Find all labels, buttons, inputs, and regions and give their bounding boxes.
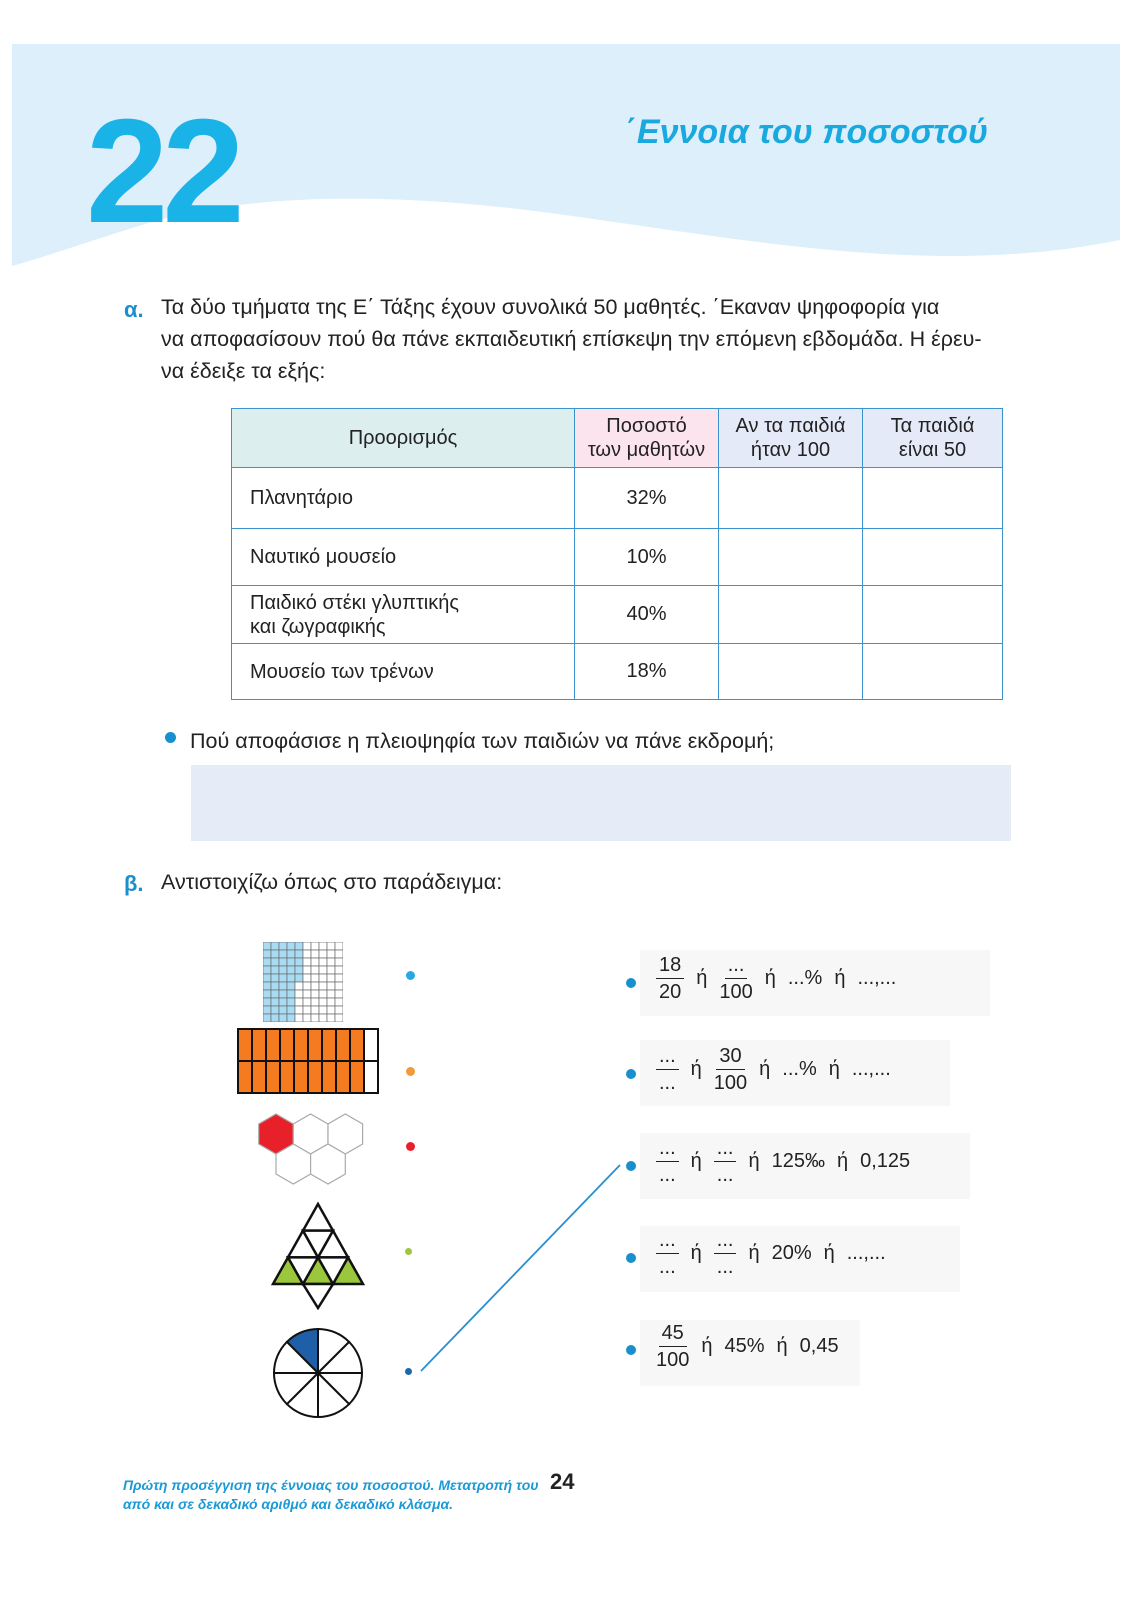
- intro-line: να έδειξε τα εξής:: [161, 359, 326, 383]
- grid-cell: [311, 958, 319, 966]
- match-dot-left[interactable]: [406, 1067, 415, 1076]
- grid-cell: [263, 966, 271, 974]
- grid-cell: [279, 990, 287, 998]
- grid-cell: [327, 1006, 335, 1014]
- grid-cell: [303, 998, 311, 1006]
- triangle-cell: [303, 1284, 333, 1308]
- header-destination: Προορισμός: [232, 409, 575, 468]
- grid-cell: [327, 998, 335, 1006]
- answer-cell-100[interactable]: [719, 529, 863, 586]
- grid-cell: [263, 958, 271, 966]
- grid-cell: [311, 990, 319, 998]
- grid-cell: [295, 958, 303, 966]
- grid-cell: [271, 982, 279, 990]
- destination-percent: 40%: [575, 586, 719, 644]
- grid-cell: [263, 950, 271, 958]
- bar-cell: [308, 1061, 322, 1093]
- grid-cell: [287, 958, 295, 966]
- destination-name: Ναυτικό μουσείο: [232, 529, 575, 586]
- fraction: $\frac{...}{...}$: [714, 1227, 737, 1280]
- grid-cell: [311, 982, 319, 990]
- section-a-intro: [161, 291, 982, 387]
- bar-cell: [364, 1029, 378, 1061]
- grid-cell: [303, 942, 311, 950]
- grid-cell: [335, 1014, 343, 1022]
- answer-cell-100[interactable]: [719, 644, 863, 700]
- hexagons-figure: [256, 1112, 374, 1194]
- answer-cell-50[interactable]: [863, 644, 1003, 700]
- grid-cell: [319, 1014, 327, 1022]
- grid-cell: [279, 950, 287, 958]
- grid-cell: [295, 998, 303, 1006]
- grid-cell: [279, 966, 287, 974]
- match-dot-left[interactable]: [405, 1368, 412, 1375]
- bar-cell: [252, 1061, 266, 1093]
- grid-cell: [287, 990, 295, 998]
- bar-cell: [280, 1061, 294, 1093]
- fraction: $\frac{18}{20}$: [656, 952, 684, 1005]
- section-a-letter: α.: [124, 297, 144, 322]
- grid-cell: [263, 1014, 271, 1022]
- intro-line: να αποφασίσουν πού θα πάνε εκπαιδευτική επίσκεψη την επόμενη εβδομάδα. Η έρευ-: [161, 327, 982, 351]
- answer-box[interactable]: [191, 765, 1011, 841]
- grid-cell: [271, 1014, 279, 1022]
- grid-cell: [335, 958, 343, 966]
- expression-row: $\frac{...}{...}$ ή $\frac{...}{...}$ ή 125‰ ή 0,125: [656, 1135, 910, 1188]
- grid-cell: [327, 974, 335, 982]
- table-row: [232, 468, 1003, 529]
- grid-cell: [263, 990, 271, 998]
- grid-cell: [327, 966, 335, 974]
- grid-cell: [311, 1014, 319, 1022]
- grid-cell: [327, 1014, 335, 1022]
- match-dot-left[interactable]: [406, 1142, 415, 1151]
- grid-cell: [311, 966, 319, 974]
- grid-cell: [311, 998, 319, 1006]
- grid-cell: [295, 1006, 303, 1014]
- bar-cell: [322, 1029, 336, 1061]
- grid-cell: [327, 982, 335, 990]
- answer-cell-50[interactable]: [863, 529, 1003, 586]
- answer-cell-100[interactable]: [719, 468, 863, 529]
- grid-cell: [295, 974, 303, 982]
- grid-cell: [319, 958, 327, 966]
- grid-cell: [303, 1006, 311, 1014]
- grid-cell: [263, 942, 271, 950]
- header-are-50: Τα παιδιά είναι 50: [863, 409, 1003, 468]
- grid-cell: [287, 974, 295, 982]
- bar-cell: [350, 1029, 364, 1061]
- match-dot-left[interactable]: [405, 1248, 412, 1255]
- grid-cell: [303, 974, 311, 982]
- bar-cell: [364, 1061, 378, 1093]
- destination-name: Πλανητάριο: [232, 468, 575, 529]
- bar-cell: [294, 1029, 308, 1061]
- grid-cell: [271, 958, 279, 966]
- page-number: 24: [550, 1469, 575, 1494]
- table-row: [232, 644, 1003, 700]
- grid-cell: [279, 958, 287, 966]
- grid-cell: [303, 990, 311, 998]
- answer-cell-50[interactable]: [863, 586, 1003, 644]
- fraction: $\frac{...}{...}$: [714, 1135, 737, 1188]
- bar-cell: [350, 1061, 364, 1093]
- grid-cell: [279, 942, 287, 950]
- grid-cell: [287, 942, 295, 950]
- grid-cell: [327, 958, 335, 966]
- match-dot-right[interactable]: [626, 1253, 636, 1263]
- intro-line: Τα δύο τμήματα της Ε΄ Τάξης έχουν συνολικά 50 μαθητές. ΄Εκαναν ψηφοφορία για: [161, 295, 940, 319]
- bar-cell: [252, 1029, 266, 1061]
- grid-cell: [319, 966, 327, 974]
- grid-cell: [263, 998, 271, 1006]
- footer-note: Πρώτη προσέγγιση της έννοιας του ποσοστού. Μετατροπή του από και σε δεκαδικό αριθμό και δεκαδικό κλάσμα.: [123, 1477, 539, 1512]
- question-text: Πού αποφάσισε η πλειοψηφία των παιδιών να πάνε εκδρομή;: [190, 729, 775, 753]
- example-match-line: [420, 1163, 622, 1373]
- destination-name: Παιδικό στέκι γλυπτικής και ζωγραφικής: [232, 586, 575, 644]
- expression-row: $\frac{...}{...}$ ή $\frac{30}{100}$ ή ...% ή ...,...: [656, 1043, 891, 1096]
- grid-cell: [287, 982, 295, 990]
- bar-cell: [294, 1061, 308, 1093]
- header-if-100: Αν τα παιδιά ήταν 100: [719, 409, 863, 468]
- bars-figure: [236, 1027, 384, 1097]
- table-row: [232, 529, 1003, 586]
- grid-cell: [263, 974, 271, 982]
- match-dot-left[interactable]: [406, 971, 415, 980]
- grid-cell: [327, 942, 335, 950]
- grid-cell: [311, 942, 319, 950]
- grid-cell: [279, 974, 287, 982]
- grid-cell: [303, 1014, 311, 1022]
- grid-cell: [327, 990, 335, 998]
- grid-cell: [319, 942, 327, 950]
- triangles-figure: [269, 1200, 367, 1310]
- grid-cell: [271, 950, 279, 958]
- grid-cell: [263, 982, 271, 990]
- grid-cell: [327, 950, 335, 958]
- bar-cell: [280, 1029, 294, 1061]
- expression-row: $\frac{18}{20}$ ή $\frac{...}{100}$ ή ...% ή ...,...: [656, 952, 896, 1005]
- grid-cell: [287, 1006, 295, 1014]
- grid-cell: [271, 990, 279, 998]
- bar-cell: [266, 1061, 280, 1093]
- fraction: $\frac{...}{100}$: [719, 954, 753, 1003]
- destination-percent: 32%: [575, 468, 719, 529]
- bar-cell: [336, 1029, 350, 1061]
- grid-cell: [295, 950, 303, 958]
- grid-cell: [303, 958, 311, 966]
- match-dot-right[interactable]: [626, 978, 636, 988]
- grid-cell: [271, 1006, 279, 1014]
- grid-cell: [303, 982, 311, 990]
- grid-cell: [263, 1006, 271, 1014]
- bar-cell: [308, 1029, 322, 1061]
- grid-cell: [335, 1006, 343, 1014]
- grid-cell: [271, 942, 279, 950]
- grid-cell: [311, 950, 319, 958]
- grid-cell: [295, 990, 303, 998]
- grid-cell: [319, 998, 327, 1006]
- grid-cell: [335, 974, 343, 982]
- grid-cell: [279, 982, 287, 990]
- destinations-table: [231, 408, 1003, 700]
- grid-cell: [335, 950, 343, 958]
- fraction: $\frac{...}{...}$: [656, 1227, 679, 1280]
- grid-cell: [295, 942, 303, 950]
- fraction: $\frac{...}{...}$: [656, 1043, 679, 1096]
- destination-name: Μουσείο των τρένων: [232, 644, 575, 700]
- grid-cell: [279, 998, 287, 1006]
- grid-cell: [335, 998, 343, 1006]
- table-row: [232, 586, 1003, 644]
- answer-cell-50[interactable]: [863, 468, 1003, 529]
- hundred-grid-figure: [263, 942, 343, 1022]
- match-dot-right[interactable]: [626, 1161, 636, 1171]
- grid-cell: [319, 950, 327, 958]
- table-header-row: [232, 409, 1003, 468]
- grid-cell: [279, 1006, 287, 1014]
- destination-percent: 18%: [575, 644, 719, 700]
- grid-cell: [303, 950, 311, 958]
- lesson-title: ΄Εννοια του ποσοστού: [625, 113, 988, 151]
- expression-row: $\frac{45}{100}$ ή 45% ή 0,45: [656, 1322, 839, 1371]
- destination-percent: 10%: [575, 529, 719, 586]
- grid-cell: [311, 1006, 319, 1014]
- answer-cell-100[interactable]: [719, 586, 863, 644]
- grid-cell: [295, 982, 303, 990]
- section-b-letter: β.: [124, 871, 144, 896]
- grid-cell: [319, 1006, 327, 1014]
- question-bullet: [165, 732, 176, 743]
- bar-cell: [238, 1029, 252, 1061]
- grid-cell: [303, 966, 311, 974]
- grid-cell: [319, 974, 327, 982]
- grid-cell: [271, 998, 279, 1006]
- bar-cell: [266, 1029, 280, 1061]
- fraction: $\frac{...}{...}$: [656, 1135, 679, 1188]
- grid-cell: [335, 966, 343, 974]
- match-dot-right[interactable]: [626, 1345, 636, 1355]
- grid-cell: [335, 942, 343, 950]
- expression-row: $\frac{...}{...}$ ή $\frac{...}{...}$ ή 20% ή ...,...: [656, 1227, 886, 1280]
- grid-cell: [319, 990, 327, 998]
- grid-cell: [287, 950, 295, 958]
- grid-cell: [319, 982, 327, 990]
- fraction: $\frac{30}{100}$: [713, 1045, 748, 1094]
- bar-cell: [238, 1061, 252, 1093]
- grid-cell: [311, 974, 319, 982]
- grid-cell: [271, 974, 279, 982]
- grid-cell: [335, 990, 343, 998]
- grid-cell: [271, 966, 279, 974]
- bar-cell: [322, 1061, 336, 1093]
- match-dot-right[interactable]: [626, 1069, 636, 1079]
- grid-cell: [295, 1014, 303, 1022]
- triangle-cell: [303, 1204, 333, 1231]
- circle-eighths-figure: [271, 1326, 365, 1420]
- grid-cell: [279, 1014, 287, 1022]
- header-percent: Ποσοστό των μαθητών: [575, 409, 719, 468]
- grid-cell: [287, 998, 295, 1006]
- bar-cell: [336, 1061, 350, 1093]
- grid-cell: [295, 966, 303, 974]
- grid-cell: [287, 966, 295, 974]
- section-b-instruction: Αντιστοιχίζω όπως στο παράδειγμα:: [161, 870, 503, 894]
- grid-cell: [335, 982, 343, 990]
- fraction: $\frac{45}{100}$: [656, 1322, 690, 1371]
- grid-cell: [287, 1014, 295, 1022]
- lesson-number: 22: [86, 89, 239, 254]
